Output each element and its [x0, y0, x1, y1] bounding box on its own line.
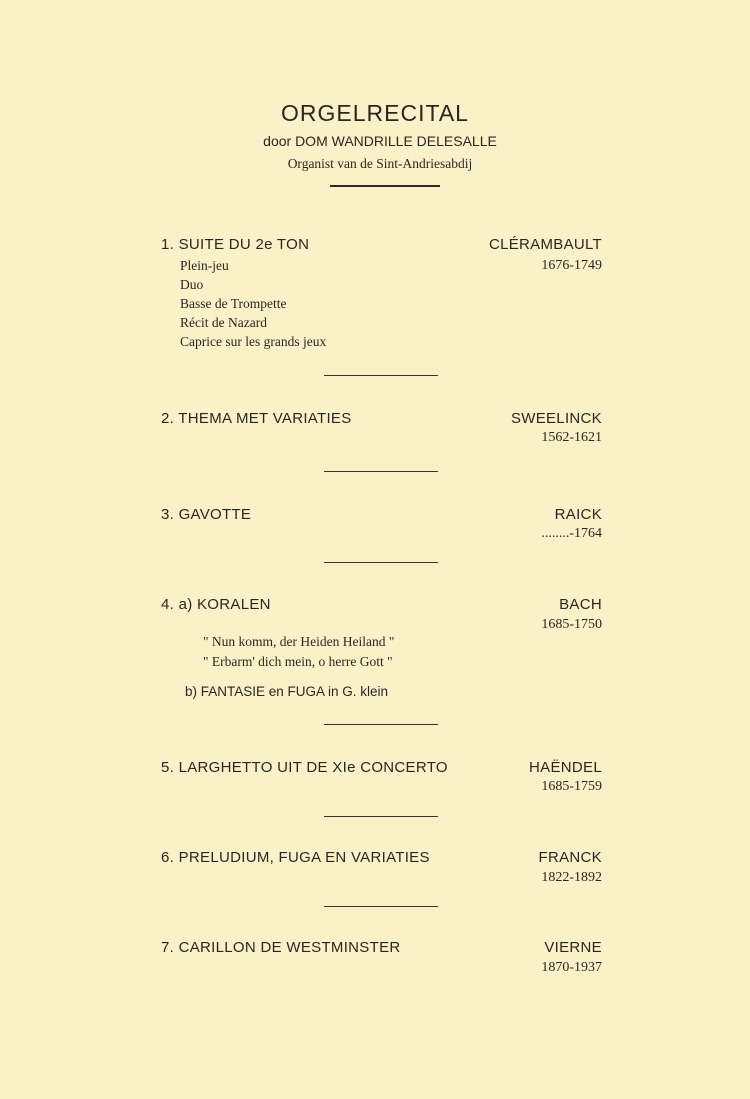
item-4-chorale: " Erbarm' dich mein, o herre Gott " — [203, 654, 393, 669]
item-5-dates: 1685-1759 — [541, 779, 602, 794]
item-1-movement: Basse de Trompette — [180, 296, 287, 311]
item-4-chorale: " Nun komm, der Heiden Heiland " — [203, 634, 395, 649]
item-2-title: 2. THEMA MET VARIATIES — [161, 410, 352, 427]
header-divider — [330, 185, 440, 187]
item-4-dates: 1685-1750 — [541, 617, 602, 632]
section-divider — [324, 816, 438, 817]
item-2-composer: SWEELINCK — [510, 410, 602, 427]
program-title: ORGELRECITAL — [281, 100, 469, 126]
section-divider — [324, 471, 438, 472]
item-4-part-b: b) FANTASIE en FUGA in G. klein — [185, 684, 389, 699]
section-divider — [324, 906, 438, 907]
item-7-title: 7. CARILLON DE WESTMINSTER — [161, 939, 401, 956]
item-7-composer: VIERNE — [544, 939, 602, 956]
item-1-movement: Duo — [180, 277, 204, 292]
item-1-composer: CLÉRAMBAULT — [488, 236, 602, 253]
section-divider — [324, 375, 438, 376]
item-2-dates: 1562-1621 — [541, 430, 602, 445]
section-divider — [324, 562, 438, 563]
item-5-title: 5. LARGHETTO UIT DE XIe CONCERTO — [161, 759, 448, 776]
item-4-title: 4. a) KORALEN — [161, 596, 271, 613]
performer-line: door DOM WANDRILLE DELESALLE — [263, 133, 497, 149]
item-1-dates: 1676-1749 — [541, 258, 602, 273]
item-3-dates: ........-1764 — [541, 526, 602, 541]
item-1-movement: Plein-jeu — [180, 258, 229, 273]
item-6-title: 6. PRELUDIUM, FUGA EN VARIATIES — [161, 849, 430, 866]
section-divider — [324, 724, 438, 725]
item-1-movement: Récit de Nazard — [180, 315, 267, 330]
item-7-dates: 1870-1937 — [541, 960, 602, 975]
item-6-dates: 1822-1892 — [541, 870, 602, 885]
item-3-composer: RAICK — [554, 506, 602, 523]
role-line: Organist van de Sint-Andriesabdij — [287, 156, 473, 171]
item-1-title: 1. SUITE DU 2e TON — [161, 236, 310, 253]
item-3-title: 3. GAVOTTE — [161, 506, 252, 523]
item-1-movement: Caprice sur les grands jeux — [180, 334, 327, 349]
item-5-composer: HAËNDEL — [529, 759, 602, 776]
item-4-composer: BACH — [559, 596, 602, 613]
item-6-composer: FRANCK — [538, 849, 602, 866]
